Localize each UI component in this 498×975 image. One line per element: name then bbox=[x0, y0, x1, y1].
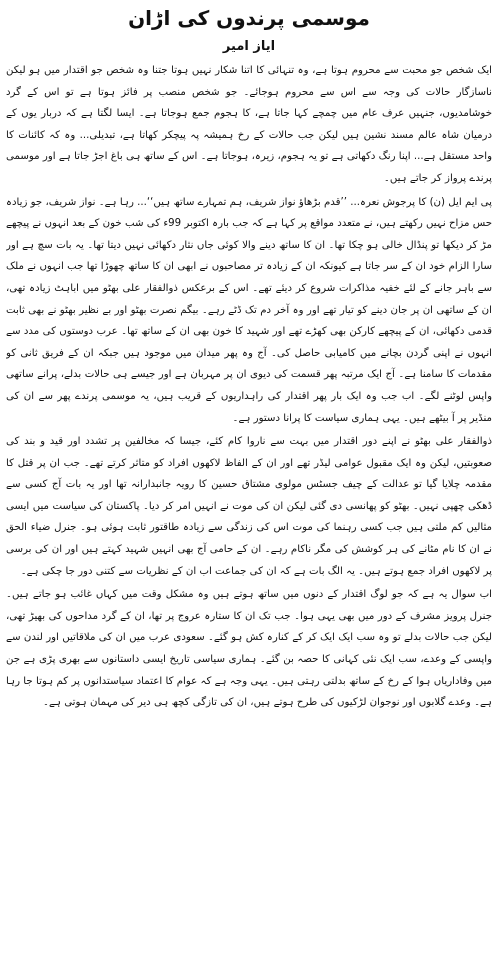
paragraph: اب سوال یہ ہے کہ جو لوگ اقتدار کے دنوں میں ساتھ ہوتے ہیں وہ مشکل وقت میں کہاں غائب ہو جاتے ہیں۔ جنرل پرویز مشرف کے دور میں بھی یہی ہوا۔ جب تک ان کا ستارہ عروج پر تھا، ان کے گرد مداحوں کی بھیڑ تھی، لیکن جب حالات بدلے تو وہ سب ایک ایک کر کے کنارہ کش ہو گئے۔ سعودی عرب میں ان کی ملاقاتیں اور لندن سے واپسی کے وعدے، سب ایک نئی کہانی کا حصہ بن گئے۔ ہماری سیاسی تاریخ ایسی داستانوں سے بھری پڑی ہے جن میں وفاداریاں ہوا کے رخ کے ساتھ بدلتی رہتی ہیں۔ یہی وجہ ہے کہ عوام کا اعتماد سیاستدانوں پر کم ہوتا جا رہا ہے۔ وعدے گلابوں اور نوجوان لڑکیوں کی طرح ہوتے ہیں، ان کی تازگی کچھ ہی دیر کی مہمان ہوتی ہے۔ bbox=[6, 589, 492, 709]
article bbox=[6, 0, 492, 975]
paragraph: ذوالفقار علی بھٹو نے اپنے دور اقتدار میں بہت سے ناروا کام کئے، جیسا کہ مخالفین پر تشدد اور قید و بند کی صعوبتیں، لیکن وہ ایک مقبول عوامی لیڈر تھے اور ان کے الفاظ لاکھوں افراد کو متاثر کرتے تھے۔ جب ان پر قتل کا مقدمہ چلایا گیا تو عدالت کے چیف جسٹس مولوی مشتاق حسین کا رویہ جانبدارانہ تھا اور یہ بات آج کسی سے ڈھکی چھپی نہیں۔ بھٹو کو پھانسی دی گئی لیکن ان کی موت نے انہیں امر کر دیا۔ پاکستان کی سیاست میں ایسی مثالیں کم ملتی ہیں جب کسی رہنما کی موت اس کی زندگی سے زیادہ طاقتور ثابت ہوئی ہو۔ جنرل ضیاء الحق نے ان کا نام مٹانے کی ہر کوشش کی مگر ناکام رہے۔ ان کے حامی آج بھی انہیں شہید کہتے ہیں اور ان کی برسی پر لاکھوں افراد جمع ہوتے ہیں۔ یہ الگ بات ہے کہ ان کی جماعت اب ان کے نظریات سے کتنی دور جا چکی ہے۔ bbox=[6, 436, 492, 577]
article-headline: موسمی پرندوں کی اڑان bbox=[128, 6, 370, 30]
author-byline: ایاز امیر bbox=[222, 39, 276, 54]
paragraph: ایک شخص جو محبت سے محروم ہوتا ہے، وہ تنہائی کا اتنا شکار نہیں ہوتا جتنا وہ شخص جو اقتدار میں ہو لیکن ناسازگار حالات کی وجہ سے اس سے محروم ہوجائے۔ جو شخص منصب پر فائز ہوتا ہے تو اس کے گرد خوشامدیوں، جنہیں عرف عام میں چمچے کہا جاتا ہے، کا ہجوم جمع ہوجاتا ہے۔ ایسا لگتا ہے کہ دربار یوں کے درمیان شاہ عالم مسند نشین ہیں لیکن جب حالات کے رخ ہمیشہ پہ پیچکر کھاتا ہے، تبدیلی... وہ کہ کائنات کا واحد مستقل ہے... اپنا رنگ دکھاتی ہے تو یہ ہجوم، زیرہ، ہوجاتا ہے۔ اس کے ساتھ ہی باغ اجڑ جاتا ہے اور موسمی پرندے پرواز کر جاتے ہیں۔ bbox=[6, 65, 492, 184]
paragraph: پی ایم ایل (ن) کا پرجوش نعرہ... ’’قدم بڑھاؤ نواز شریف، ہم تمہارے ساتھ ہیں‘‘... رہا ہے۔ نواز شریف، جو زیادہ حس مزاح نہیں رکھتے ہیں، نے متعدد مواقع پر کہا ہے کہ جب بارہ اکتوبر 99ء کی شب خون کے بعد انہوں نے پیچھے مڑ کر دیکھا تو پنڈال خالی ہو چکا تھا۔ ان کا ساتھ دینے والا کوئی جاں نثار دکھائی نہیں دیتا تھا۔ یہ بات سچ ہے اور سارا الزام خود ان کے سر جاتا ہے کیونکہ ان کے زیادہ تر مصاحبوں نے ابھی ان کا ساتھ چھوڑا تھا جب انہوں نے ملک سے باہر جانے کے لئے خفیہ مذاکرات شروع کر دیئے تھے۔ اس کے برعکس ذوالفقار علی بھٹو میں اباہٹ زیادہ تھی، ان کے ساتھی ان پر جان دینے کو تیار تھے اور وہ آخر دم تک ڈٹے رہے۔ بیگم نصرت بھٹو اور بے نظیر بھٹو نے بھی ثابت قدمی دکھائی، ان کے پیچھے کارکن بھی کھڑے تھے اور شہید کا خون بھی ان کے ساتھ تھا۔ عرب دوستوں کی مدد سے انہوں نے اپنی گردن بچانے میں کامیابی حاصل کی۔ آج وہ پھر میدان میں موجود ہیں جبکہ ان کے فریق ثانی کو مقدمات کا سامنا ہے۔ آج ایک مرتبہ پھر قسمت کی دیوی ان پر مہربان ہے اور جیسے ہی حالات بدلے، پرانے ساتھی واپس لوٹنے لگے۔ اب جب وہ ایک بار پھر اقتدار کی راہداریوں کے قریب ہیں، یہ موسمی پرندے پھر سے ان کی منڈیر پر آ بیٹھے ہیں۔ یہی ہماری سیاست کا پرانا دستور ہے۔ bbox=[6, 196, 492, 424]
